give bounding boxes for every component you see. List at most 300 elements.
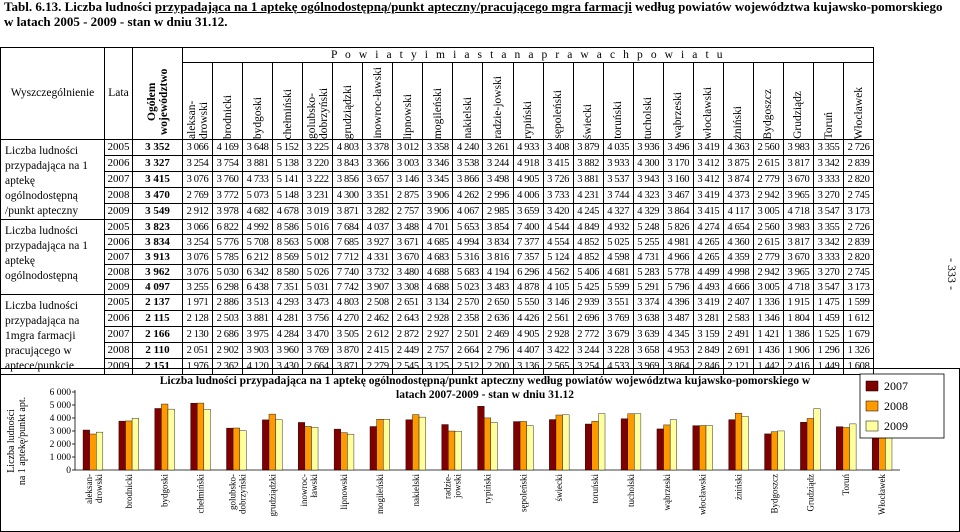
- value-cell: 3 874: [723, 172, 753, 188]
- value-cell: 3 943: [633, 172, 663, 188]
- value-cell: 3 019: [303, 204, 333, 220]
- value-cell: 3 346: [423, 156, 453, 172]
- value-cell: 4 270: [333, 311, 363, 327]
- value-cell: 2 051: [183, 343, 213, 359]
- value-cell: 1 386: [783, 327, 813, 343]
- value-cell: 2 769: [183, 188, 213, 204]
- value-cell: 4 265: [693, 250, 723, 265]
- bar: [592, 421, 599, 470]
- value-cell: 1 976: [183, 359, 213, 375]
- bar: [412, 415, 419, 470]
- value-cell: 4 666: [723, 280, 753, 295]
- value-cell: 2 696: [573, 311, 603, 327]
- header-district-label: golubsko-dobrzyński: [305, 87, 330, 139]
- value-cell: 3 412: [693, 172, 723, 188]
- value-cell: 2 839: [844, 156, 874, 172]
- value-cell: 3 960: [273, 343, 303, 359]
- bar: [305, 426, 312, 470]
- value-cell: 1 459: [813, 311, 843, 327]
- value-cell: 1 442: [753, 359, 783, 375]
- value-cell: 2 200: [483, 359, 513, 375]
- x-tick-label: żniński: [733, 474, 744, 500]
- value-cell: 3 173: [844, 280, 874, 295]
- value-cell: 8 580: [273, 265, 303, 280]
- value-cell: 2 757: [423, 343, 453, 359]
- value-cell: 3 420: [543, 204, 573, 220]
- value-cell: 4 733: [243, 172, 273, 188]
- y-tick-label: 4 000: [49, 414, 71, 424]
- value-cell: 2 928: [423, 311, 453, 327]
- value-cell: 3 419: [693, 188, 723, 204]
- header-district: [303, 63, 333, 140]
- value-cell: 3 744: [603, 188, 633, 204]
- value-cell: 3 906: [423, 204, 453, 220]
- value-cell: 5 141: [273, 172, 303, 188]
- value-cell: 3 076: [183, 250, 213, 265]
- bar: [729, 420, 736, 470]
- value-cell: 5 026: [303, 265, 333, 280]
- value-cell: 2 927: [423, 327, 453, 343]
- bar: [455, 431, 462, 470]
- value-cell: 8 569: [273, 250, 303, 265]
- value-cell: 2 121: [723, 359, 753, 375]
- value-cell: 4 240: [453, 140, 483, 156]
- bar: [155, 408, 162, 470]
- value-cell: 3 906: [423, 188, 453, 204]
- header-band-powiaty: P o w i a t y i m i a s t a n a p r a w a c h p o w i a t u: [183, 48, 874, 63]
- x-tick-label: Grudziądz: [805, 474, 816, 512]
- value-cell: 3 882: [573, 156, 603, 172]
- bar: [197, 403, 204, 470]
- header-district-label: Włocławek: [852, 86, 865, 139]
- table-row: [1, 311, 874, 327]
- row-group-label-text: Liczba ludności przypadająca na 1 aptekę ogólnodostępną: [5, 225, 89, 282]
- value-cell: 2 501: [453, 327, 483, 343]
- value-cell: 3 670: [393, 250, 423, 265]
- bar: [448, 431, 455, 470]
- value-cell: 2 615: [753, 156, 783, 172]
- year-cell: 2006: [105, 311, 133, 327]
- value-cell: 3 222: [303, 172, 333, 188]
- value-cell: 3 936: [633, 140, 663, 156]
- bar: [132, 418, 139, 470]
- value-cell: 2 560: [753, 140, 783, 156]
- value-cell: 3 012: [393, 140, 423, 156]
- total-cell: 3 549: [133, 204, 183, 220]
- total-cell: 3 470: [133, 188, 183, 204]
- value-cell: 5 283: [633, 265, 663, 280]
- header-district-label: bydgoski: [251, 96, 264, 139]
- value-cell: 1 906: [783, 343, 813, 359]
- value-cell: 2 757: [393, 204, 423, 220]
- value-cell: 2 503: [213, 311, 243, 327]
- bar: [311, 427, 318, 470]
- value-cell: 3 726: [543, 172, 573, 188]
- table-row: [1, 295, 874, 311]
- value-cell: 5 255: [633, 235, 663, 250]
- bar: [693, 426, 700, 470]
- bar: [383, 419, 390, 470]
- table-row: [1, 343, 874, 359]
- bar: [341, 433, 348, 470]
- header-district-label: radzie-jowski: [491, 76, 504, 139]
- value-cell: 3 487: [663, 311, 693, 327]
- value-cell: 3 366: [363, 156, 393, 172]
- value-cell: 3 754: [213, 156, 243, 172]
- value-cell: 5 016: [303, 220, 333, 235]
- header-district: [363, 63, 393, 140]
- header-district: [693, 63, 723, 140]
- value-cell: 4 544: [543, 220, 573, 235]
- x-tick-label: rypiński: [482, 474, 493, 504]
- bar: [191, 403, 198, 470]
- y-axis-label: Liczba ludnościna 1 aptekę/punkt apt.: [6, 396, 28, 486]
- value-cell: 6 298: [213, 280, 243, 295]
- value-cell: 4 533: [603, 359, 633, 375]
- value-cell: 4 683: [423, 250, 453, 265]
- value-cell: 3 225: [303, 140, 333, 156]
- value-cell: 8 563: [273, 235, 303, 250]
- value-cell: 2 415: [363, 343, 393, 359]
- value-cell: 3 430: [273, 359, 303, 375]
- bar: [706, 426, 713, 470]
- total-cell: 3 415: [133, 172, 183, 188]
- value-cell: 2 130: [183, 327, 213, 343]
- bar: [227, 428, 234, 470]
- value-cell: 5 152: [273, 140, 303, 156]
- value-cell: 5 683: [453, 265, 483, 280]
- value-cell: 5 785: [213, 250, 243, 265]
- value-cell: 3 134: [423, 295, 453, 311]
- value-cell: 3 480: [393, 265, 423, 280]
- value-cell: 5 425: [573, 280, 603, 295]
- value-cell: 4 731: [633, 250, 663, 265]
- value-cell: 3 282: [363, 204, 393, 220]
- value-cell: 2 796: [483, 343, 513, 359]
- header-district-label: mogileński: [431, 87, 444, 139]
- bar: [664, 425, 671, 470]
- legend-label: 2007: [884, 379, 908, 393]
- value-cell: 2 570: [453, 295, 483, 311]
- value-cell: 3 881: [243, 156, 273, 172]
- value-cell: 6 212: [243, 250, 273, 265]
- bar: [621, 419, 628, 470]
- value-cell: 4 323: [633, 188, 663, 204]
- value-cell: 2 491: [723, 327, 753, 343]
- bar: [814, 409, 821, 470]
- year-cell: 2008: [105, 343, 133, 359]
- legend-label: 2009: [884, 419, 908, 433]
- x-tick-label: lipnowski: [339, 474, 349, 510]
- bar: [161, 404, 168, 470]
- value-cell: 4 849: [573, 220, 603, 235]
- value-cell: 3 817: [783, 235, 813, 250]
- bar: [370, 427, 377, 470]
- x-tick-label: mogileński: [374, 474, 385, 514]
- value-cell: 3 648: [243, 140, 273, 156]
- value-cell: 5 030: [213, 265, 243, 280]
- value-cell: 3 732: [363, 265, 393, 280]
- value-cell: 3 415: [543, 156, 573, 172]
- value-cell: 3 355: [813, 140, 843, 156]
- value-cell: 2 612: [363, 327, 393, 343]
- value-cell: 4 682: [243, 204, 273, 220]
- value-cell: 1 599: [844, 295, 874, 311]
- table-row: [1, 250, 874, 265]
- value-cell: 4 852: [573, 235, 603, 250]
- header-district-label: brodnicki: [221, 94, 234, 139]
- value-cell: 5 023: [453, 280, 483, 295]
- value-cell: 4 396: [663, 295, 693, 311]
- header-district: [603, 63, 633, 140]
- header-district: [423, 63, 453, 140]
- value-cell: 4 281: [273, 311, 303, 327]
- x-tick-label: Włocławek: [877, 474, 888, 515]
- value-cell: 5 124: [543, 250, 573, 265]
- value-cell: 2 279: [363, 359, 393, 375]
- value-cell: 4 327: [603, 204, 633, 220]
- value-cell: 1 612: [844, 311, 874, 327]
- row-group-label: [1, 140, 105, 220]
- bar: [377, 419, 384, 470]
- value-cell: 4 953: [663, 343, 693, 359]
- bar: [742, 416, 749, 470]
- legend-label: 2008: [884, 399, 908, 413]
- bar: [771, 432, 778, 470]
- value-cell: 2 846: [693, 359, 723, 375]
- header-district-label: Grudziądz: [792, 91, 805, 139]
- value-cell: 6 342: [243, 265, 273, 280]
- value-cell: 3 170: [663, 156, 693, 172]
- bar-chart: [0, 360, 960, 532]
- total-cell: 3 823: [133, 220, 183, 235]
- value-cell: 7 712: [333, 250, 363, 265]
- value-cell: 1 336: [753, 295, 783, 311]
- bar: [556, 415, 563, 470]
- year-cell: 2007: [105, 327, 133, 343]
- value-cell: 2 650: [483, 295, 513, 311]
- bar: [334, 429, 341, 470]
- bar: [527, 426, 534, 470]
- value-cell: 3 498: [483, 172, 513, 188]
- value-cell: 3 881: [573, 172, 603, 188]
- value-cell: 1 608: [844, 359, 874, 375]
- value-cell: 2 779: [753, 172, 783, 188]
- value-cell: 2 939: [573, 295, 603, 311]
- bar: [491, 422, 498, 470]
- bar: [765, 434, 772, 470]
- value-cell: 3 537: [603, 172, 633, 188]
- header-district-label: inowroc-ławski: [371, 67, 384, 139]
- value-cell: 3 769: [603, 311, 633, 327]
- value-cell: 4 006: [513, 188, 543, 204]
- value-cell: 3 864: [663, 204, 693, 220]
- bar: [406, 420, 413, 470]
- value-cell: 1 436: [753, 343, 783, 359]
- value-cell: 4 265: [693, 235, 723, 250]
- bar: [204, 409, 211, 470]
- value-cell: 4 359: [723, 250, 753, 265]
- value-cell: 4 037: [363, 220, 393, 235]
- value-cell: 3 769: [303, 343, 333, 359]
- year-cell: 2009: [105, 280, 133, 295]
- value-cell: 3 005: [753, 204, 783, 220]
- x-tick-label: bydgoski: [159, 474, 170, 508]
- value-cell: 4 169: [213, 140, 243, 156]
- header-district-label: chełmiński: [281, 88, 294, 139]
- value-cell: 7 377: [513, 235, 543, 250]
- value-cell: 3 281: [693, 311, 723, 327]
- value-cell: 3 659: [513, 204, 543, 220]
- value-cell: 4 981: [663, 235, 693, 250]
- value-cell: 2 839: [844, 235, 874, 250]
- value-cell: 4 681: [603, 265, 633, 280]
- value-cell: 2 615: [753, 235, 783, 250]
- value-cell: 3 866: [453, 172, 483, 188]
- value-cell: 3 969: [633, 359, 663, 375]
- value-cell: 7 357: [513, 250, 543, 265]
- value-cell: 2 745: [844, 188, 874, 204]
- value-cell: 2 849: [693, 343, 723, 359]
- value-cell: 3 125: [423, 359, 453, 375]
- value-cell: 3 342: [813, 235, 843, 250]
- value-cell: 2 651: [393, 295, 423, 311]
- value-cell: 3 965: [783, 188, 813, 204]
- value-cell: 4 654: [723, 220, 753, 235]
- header-district-label: wąbrzeski: [672, 92, 685, 139]
- value-cell: 4 932: [603, 220, 633, 235]
- value-cell: 3 333: [813, 172, 843, 188]
- value-cell: 7 400: [513, 220, 543, 235]
- value-cell: 3 671: [393, 235, 423, 250]
- value-cell: 4 803: [333, 140, 363, 156]
- value-cell: 2 469: [483, 327, 513, 343]
- table-row: [1, 327, 874, 343]
- header-district-label: rypiński: [522, 101, 535, 139]
- value-cell: 4 918: [513, 156, 543, 172]
- value-cell: 5 148: [273, 188, 303, 204]
- value-cell: 2 942: [753, 188, 783, 204]
- value-cell: 2 726: [844, 140, 874, 156]
- value-cell: 5 826: [663, 220, 693, 235]
- header-district-label: tucholski: [642, 96, 655, 139]
- header-district: [453, 63, 483, 140]
- value-cell: 4 407: [513, 343, 543, 359]
- value-cell: 4 718: [783, 280, 813, 295]
- header-ogolem-label: Ogółem województwo: [145, 68, 170, 136]
- value-cell: 4 345: [663, 327, 693, 343]
- value-cell: 3 408: [543, 140, 573, 156]
- value-cell: 3 066: [183, 220, 213, 235]
- row-group-label: [1, 220, 105, 295]
- header-district: [633, 63, 663, 140]
- value-cell: 2 996: [483, 188, 513, 204]
- value-cell: 4 499: [693, 265, 723, 280]
- value-cell: 3 254: [183, 156, 213, 172]
- page-number: - 333 -: [945, 258, 959, 290]
- value-cell: 3 657: [363, 172, 393, 188]
- value-cell: 3 270: [813, 188, 843, 204]
- value-cell: 2 726: [844, 220, 874, 235]
- year-cell: 2007: [105, 250, 133, 265]
- value-cell: 4 685: [423, 235, 453, 250]
- value-cell: 3 538: [453, 156, 483, 172]
- value-cell: 3 875: [723, 156, 753, 172]
- value-cell: 5 025: [603, 235, 633, 250]
- bar: [699, 426, 706, 470]
- value-cell: 3 817: [783, 156, 813, 172]
- table-row: [1, 156, 874, 172]
- value-cell: 6 296: [513, 265, 543, 280]
- year-cell: 2006: [105, 156, 133, 172]
- bar: [269, 414, 276, 470]
- value-cell: 1 915: [783, 295, 813, 311]
- bar: [90, 434, 97, 470]
- value-cell: 3 159: [693, 327, 723, 343]
- title-prefix: Tabl. 6.13. Liczba ludności: [4, 0, 155, 14]
- value-cell: 3 670: [783, 250, 813, 265]
- value-cell: 2 912: [183, 204, 213, 220]
- value-cell: 3 160: [663, 172, 693, 188]
- value-cell: 5 012: [303, 250, 333, 265]
- value-cell: 1 971: [183, 295, 213, 311]
- value-cell: 3 374: [633, 295, 663, 311]
- value-cell: 2 462: [363, 311, 393, 327]
- value-cell: 4 701: [423, 220, 453, 235]
- y-tick-label: 0: [66, 466, 71, 476]
- bar: [513, 422, 520, 470]
- total-cell: 3 352: [133, 140, 183, 156]
- value-cell: 3 412: [693, 156, 723, 172]
- value-cell: 3 333: [813, 250, 843, 265]
- value-cell: 4 360: [723, 235, 753, 250]
- value-cell: 1 421: [753, 327, 783, 343]
- value-cell: 4 300: [633, 156, 663, 172]
- value-cell: 4 363: [723, 140, 753, 156]
- header-district-label: aleksan-drowski: [185, 100, 210, 139]
- value-cell: 2 664: [303, 359, 333, 375]
- value-cell: 2 872: [393, 327, 423, 343]
- bar: [843, 427, 850, 470]
- value-cell: 3 670: [783, 172, 813, 188]
- value-cell: 3 496: [663, 140, 693, 156]
- value-cell: 5 776: [213, 235, 243, 250]
- header-district: [393, 63, 423, 140]
- total-cell: 3 913: [133, 250, 183, 265]
- value-cell: 3 983: [783, 220, 813, 235]
- value-cell: 2 560: [753, 220, 783, 235]
- value-cell: 2 691: [723, 343, 753, 359]
- value-cell: 5 796: [663, 280, 693, 295]
- total-cell: 2 137: [133, 295, 183, 311]
- y-tick-label: 5 000: [49, 401, 71, 411]
- value-cell: 2 358: [453, 311, 483, 327]
- value-cell: 3 254: [183, 235, 213, 250]
- value-cell: 2 508: [363, 295, 393, 311]
- year-cell: 2005: [105, 140, 133, 156]
- value-cell: 3 231: [303, 188, 333, 204]
- header-district: [183, 63, 213, 140]
- value-cell: 2 928: [543, 327, 573, 343]
- value-cell: 4 426: [513, 311, 543, 327]
- bar: [563, 415, 570, 470]
- header-lata: Lata: [105, 48, 133, 140]
- bar: [549, 420, 556, 470]
- bar: [598, 414, 605, 470]
- value-cell: 3 173: [844, 204, 874, 220]
- value-cell: 2 561: [543, 311, 573, 327]
- table-row: [1, 188, 874, 204]
